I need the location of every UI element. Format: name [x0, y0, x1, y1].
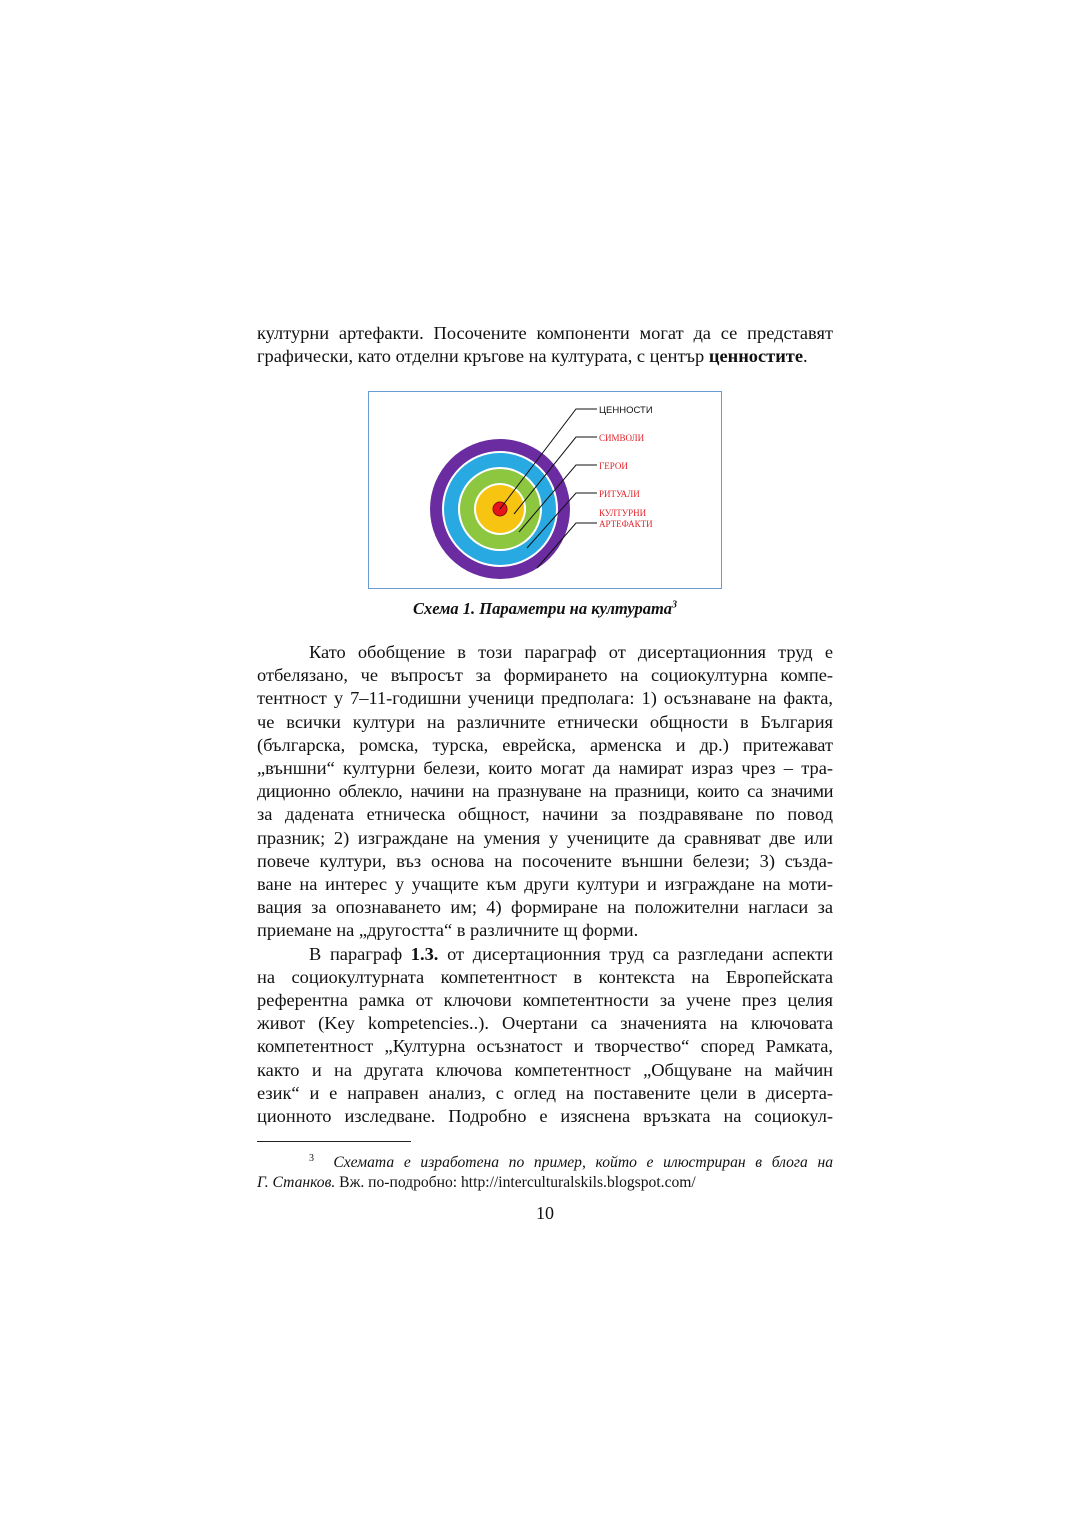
- paragraph-summary: [257, 641, 833, 943]
- intro-line-2-text: графически, като отделни кръгове на културата, с център: [257, 346, 709, 367]
- label-rituals: РИТУАЛИ: [599, 489, 640, 499]
- p1-line-1: Като обобщение в този параграф от дисертационния труд е: [309, 642, 833, 662]
- p1-line-9: празник; 2) изграждане на умения у учениците да сравняват две или: [257, 827, 833, 848]
- footnote: [257, 1149, 833, 1193]
- footnote-author: Г. Станков.: [257, 1174, 336, 1192]
- p2-line-1-start: В параграф: [309, 943, 411, 964]
- p1-line-13: приемане на „другостта“ в различните щ форми.: [257, 920, 639, 941]
- p1-line-10: повече култури, въз основа на посочените външни белези; 3) създа-: [257, 850, 833, 871]
- label-heroes: ГЕРОИ: [599, 461, 628, 471]
- intro-line-1: културни артефакти. Посочените компоненти могат да се представят: [257, 323, 833, 343]
- p2-line-1-end: от дисертационния труд са разгледани аспекти: [438, 943, 833, 964]
- p1-line-7: диционно облекло, начини на празнуване на празници, които са значими: [257, 781, 833, 802]
- p1-line-11: ване на интерес у учащите към други култури и изграждане на моти-: [257, 874, 833, 895]
- p1-line-2: отбелязано, че въпросът за формирането на социокултурна компе-: [257, 665, 833, 686]
- p2-line-1: [257, 943, 833, 966]
- p1-line-12: вация за опознаването им; 4) формиране на положителни нагласи за: [257, 897, 833, 918]
- label-artifacts-line2: АРТЕФАКТИ: [599, 519, 653, 529]
- caption-text: Схема 1. Параметри на културата: [412, 599, 673, 618]
- p2-line-6: както и на другата ключова компетентност „Общуване на майчин: [257, 1059, 833, 1080]
- body-text: [257, 641, 833, 1128]
- footnote-line-1: [257, 1149, 833, 1173]
- p1-line-6: „външни“ културни белези, които могат да намират израз чрез – тра-: [257, 758, 833, 779]
- p2-line-4: живот (Key kompetencies..). Очертани са значенията на ключовата: [257, 1013, 833, 1034]
- footnote-marker: 3: [309, 1153, 314, 1164]
- label-symbols: СИМВОЛИ: [599, 433, 645, 443]
- section-number: 1.3.: [410, 943, 439, 964]
- footnote-line-2: [257, 1173, 833, 1193]
- culture-circles-diagram: [369, 392, 720, 587]
- p1-line-4: че всички култури на различните етнически общности в България: [257, 711, 833, 732]
- paragraph-section-1-3: [257, 943, 833, 1129]
- p2-line-2: на социокултурната компетентност в контекста на Европейската: [257, 966, 833, 987]
- label-artifacts-line1: КУЛТУРНИ: [599, 508, 647, 518]
- footnote-url-text[interactable]: Вж. по-подробно: http://interculturalskils.blogspot.com/: [335, 1174, 696, 1192]
- figure-caption: [257, 599, 833, 619]
- p1-line-5: (българска, ромска, турска, еврейска, арменска и др.) притежават: [257, 734, 833, 755]
- footnote-text-1: Схемата е изработена по пример, който е илюстриран в блога на: [333, 1154, 833, 1172]
- footnote-separator: [257, 1141, 411, 1142]
- intro-paragraph: [257, 322, 833, 368]
- values-emphasis: ценностите: [708, 346, 803, 367]
- p2-line-3: референтна рамка от ключови компетентности за учене през целия: [257, 990, 833, 1011]
- intro-line-2: [257, 345, 833, 368]
- culture-circles-figure: [368, 391, 722, 589]
- p2-line-7: език“ и е направен анализ, с оглед на поставените цели в дисерта-: [257, 1082, 833, 1103]
- p2-line-8: ционното изследване. Подробно е изяснена връзката на социокул-: [257, 1106, 833, 1127]
- label-values: ЦЕННОСТИ: [599, 405, 653, 416]
- p1-line-3: тентност у 7–11-годишни ученици предполага: 1) осъзнаване на факта,: [257, 688, 833, 709]
- p2-line-5: компетентност „Културна осъзнатост и творчество“ според Рамката,: [257, 1036, 833, 1057]
- p1-line-8: за дадената етническа общност, начини за поздравяване по повод: [257, 804, 833, 825]
- intro-line-2-end: .: [803, 346, 808, 367]
- page-number: 10: [536, 1203, 554, 1223]
- caption-footnote-ref[interactable]: 3: [672, 599, 678, 611]
